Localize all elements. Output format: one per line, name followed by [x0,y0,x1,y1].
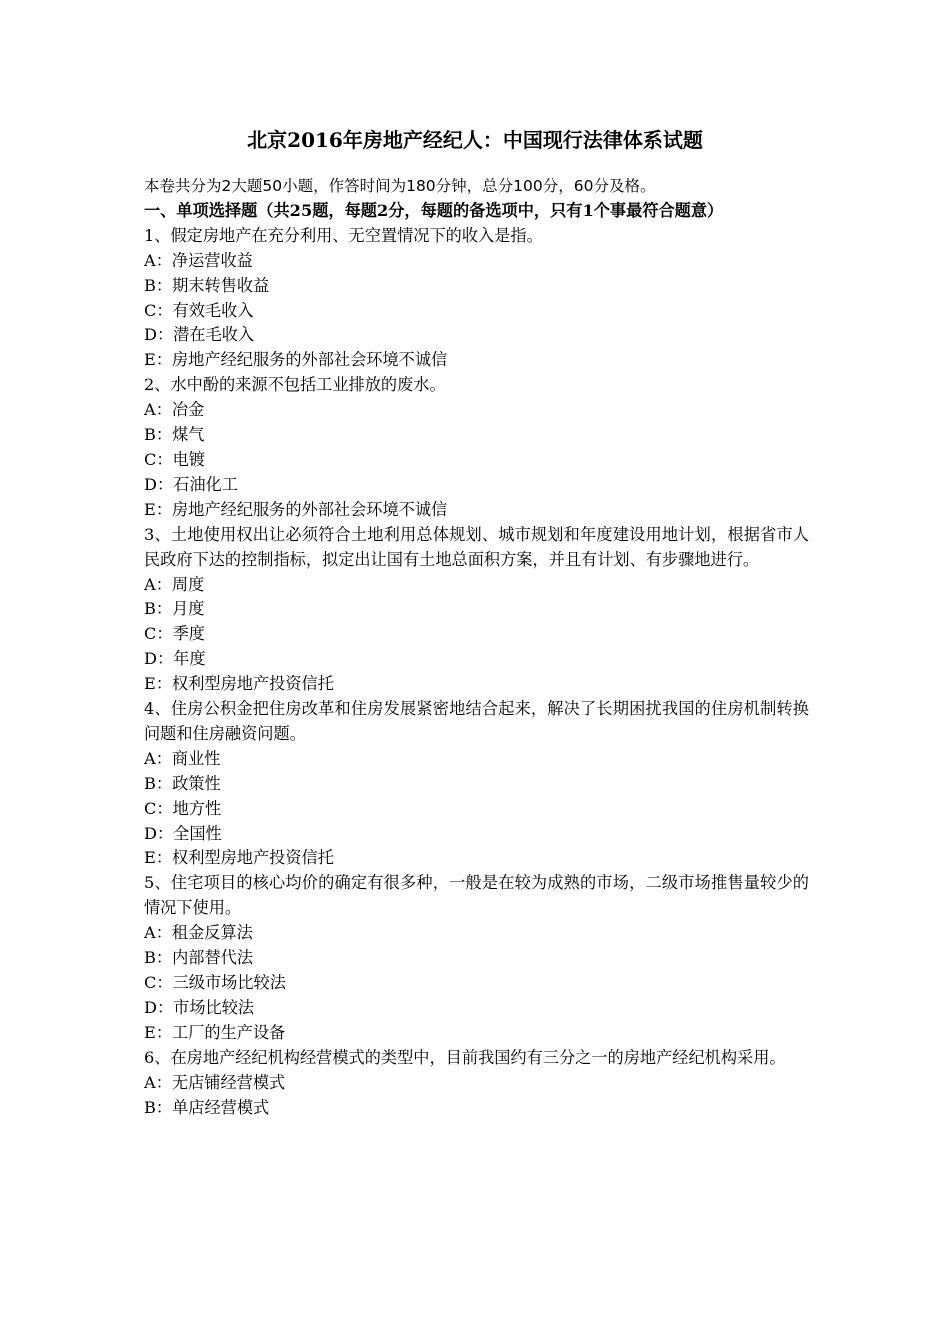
option: D：潜在毛收入 [144,325,255,345]
option: C：地方性 [144,798,222,818]
option: C：电镀 [144,449,205,469]
question-stem: 3、土地使用权出让必须符合土地利用总体规划、城市规划和年度建设用地计划，根据省市人民政府下达的控制指标，拟定出让国有土地总面积方案，并且有计划、有步骤地进行。 [144,524,809,569]
option: A：冶金 [144,400,205,420]
question [144,871,809,1045]
option: B：月度 [144,599,205,619]
option: B：期末转售收益 [144,275,270,295]
question [144,697,809,871]
question-stem: 5、住宅项目的核心均价的确定有很多种，一般是在较为成熟的市场，二级市场推售量较少的情况下使用。 [144,873,809,918]
option: C：季度 [144,624,205,644]
option: C：有效毛收入 [144,300,254,320]
option: C：三级市场比较法 [144,973,286,992]
option: B：单店经营模式 [144,1097,270,1117]
option: A：净运营收益 [144,250,253,270]
document-title: 北京2016年房地产经纪人：中国现行法律体系试题 [247,128,703,152]
question-stem: 1、假定房地产在充分利用、无空置情况下的收入是指。 [144,225,543,245]
option: B：政策性 [144,773,221,793]
question-stem: 2、水中酚的来源不包括工业排放的废水。 [144,375,446,395]
document-body [144,174,809,1120]
exam-intro: 本卷共分为2大题50小题，作答时间为180分钟，总分100分，60分及格。 [144,177,656,195]
option: B：内部替代法 [144,948,254,968]
option: D：市场比较法 [144,997,255,1017]
question [144,373,809,522]
option: E：权利型房地产投资信托 [144,674,334,694]
question [144,224,809,373]
option: D：年度 [144,649,206,669]
section-header: 一、单项选择题（共25题，每题2分，每题的备选项中，只有1个事最符合题意） [144,200,724,220]
option: E：房地产经纪服务的外部社会环境不诚信 [144,499,448,519]
question [144,1046,809,1121]
option: E：权利型房地产投资信托 [144,848,334,868]
question [144,523,809,697]
question-stem: 6、在房地产经纪机构经营模式的类型中，目前我国约有三分之一的房地产经纪机构采用。 [144,1047,786,1067]
option: A：周度 [144,574,205,594]
option: A：租金反算法 [144,923,253,943]
option: D：石油化工 [144,474,238,494]
option: B：煤气 [144,425,205,445]
option: E：工厂的生产设备 [144,1022,286,1042]
option: A：商业性 [144,748,221,768]
question-stem: 4、住房公积金把住房改革和住房发展紧密地结合起来，解决了长期困扰我国的住房机制转换问题和住房融资问题。 [144,699,809,743]
option: E：房地产经纪服务的外部社会环境不诚信 [144,350,448,370]
option: D：全国性 [144,823,222,843]
option: A：无店铺经营模式 [144,1072,286,1092]
